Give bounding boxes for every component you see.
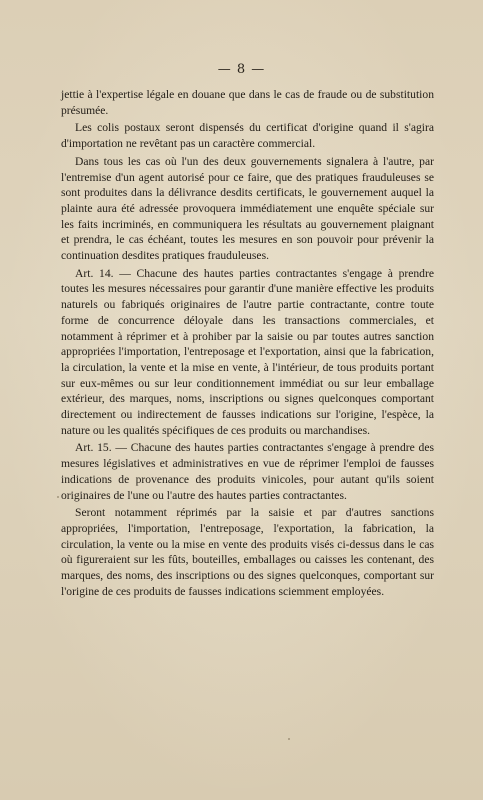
page-number: — 8 — xyxy=(217,62,266,77)
paragraph-sanctions: Seront notamment réprimés par la saisie et par d'autres sanctions appropriées, l'importation, l'entreposage, l'exportation, la fabrication, la circulation, la vente ou la mise en vente des produits visés ci-dessus dans le cas où figureraient sur les fûts, bouteilles, emballages ou caisses les contenant, des marques, des noms, des inscriptions ou des signes quelconques, comportant sur l'origine de ces produits de fausses indications sciemment employées. xyxy=(61,506,434,598)
paragraph-article-14: Art. 14. — Chacune des hautes parties contractantes s'engage à prendre toutes les mesures nécessaires pour garantir d'une manière effective les produits naturels ou fabriqués originaires de l'autre partie contractante, contre toute forme de concurrence déloyale dans les transactions commerciales, et notamment à réprimer et à prohiber par la saisie ou par toutes autres sanction appropriées l'importation, l'entreposage et l'exportation, ainsi que la fabrication, la circulation, la vente et la mise en vente, à l'intérieur, de tous produits portant sur eux-mêmes ou sur leur conditionnement immédiat ou sur leur emballage extérieur, des marques, noms, inscriptions ou signes quelconques comportant directement ou indirectement de fausses indications sur l'origine, l'espèce, la nature ou les qualités spécifiques de ces produits ou marchandises. xyxy=(61,266,434,437)
paper-speck xyxy=(288,738,290,740)
paragraph-pratiques-frauduleuses: Dans tous les cas où l'un des deux gouvernements signalera à l'autre, par l'entremise d'un agent autorisé pour ce faire, que des pratiques frauduleuses se sont produites dans la délivrance desdits certificats, le gouvernement auquel la plainte aura été adressée provoquera immédiatement une enquête spéciale sur les faits incriminés, en communiquera les résultats au gouvernement plaignant et prendra, le cas échéant, toutes les mesures en son pouvoir pour prévenir la continuation desdites pratiques frauduleuses. xyxy=(61,154,434,263)
paragraph-continuation: jettie à l'expertise légale en douane que dans le cas de fraude ou de substitution présumée. xyxy=(61,88,434,117)
paper-speck xyxy=(57,496,59,498)
paragraph-colis-postaux: Les colis postaux seront dispensés du certificat d'origine quand il s'agira d'importation ne revêtant pas un caractère commercial. xyxy=(61,121,434,151)
body-text xyxy=(61,87,434,602)
paragraph-article-15: Art. 15. — Chacune des hautes parties contractantes s'engage à prendre des mesures législatives et administratives en vue de réprimer l'emploi de fausses indications de provenance des produits vinicoles, pour autant qu'ils soient originaires de l'une ou l'autre des hautes parties contractantes. xyxy=(61,441,434,502)
